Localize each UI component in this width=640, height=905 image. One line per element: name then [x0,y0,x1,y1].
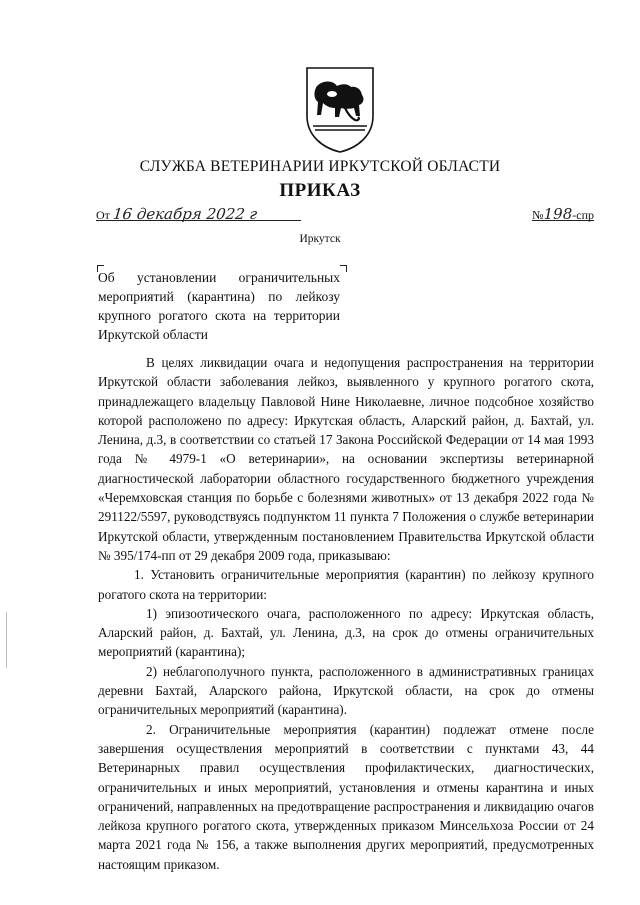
organization-name: СЛУЖБА ВЕТЕРИНАРИИ ИРКУТСКОЙ ОБЛАСТИ [139,158,501,175]
order-subitem-2: 2) неблагополучного пункта, расположенного в административных границах деревни Бахтай, Аларского района, Иркутской области, на срок до отмены ограничительных мероприятий (карантина). [98,663,594,718]
document-subject: Об установлении ограничительных мероприятий (карантина) по лейкозу крупного рогатого скота на территории Иркутской области [98,270,340,342]
date-prefix: От [96,208,110,222]
document-number [532,205,594,223]
order-item-1: 1. Установить ограничительные мероприятия (карантин) по лейкозу крупного рогатого скота на территории: [98,567,594,602]
document-date [96,205,257,223]
order-subitem-1: 1) эпизоотического очага, расположенного по адресу: Иркутская область, Аларский район, д. Бахтай, ул. Ленина, д.3, на срок до отмены ограничительных мероприятий (карантина); [98,605,594,660]
number-prefix: № [532,208,544,222]
handwritten-date: 16 декабря 2022 г [111,205,258,223]
scan-margin-mark [6,612,7,668]
preamble-paragraph: В целях ликвидации очага и недопущения распространения на территории Иркутской области заболевания лейкоз, выявленного у крупного рогатого скота, принадлежащего владельцу Павловой Нине Николаевне, личное подсобное хозяйство которой расположено по адресу: Иркутская область, Аларский район, д. Бахтай, ул. Ленина, д.3, в соответствии со статьей 17 Закона Российской Федерации от 14 мая 1993 года № 4979-1 «О ветеринарии», на основании экспертизы ветеринарной диагностической лаборатории областного государственного бюджетного учреждения «Черемховская станция по борьбе с болезнями животных» от 13 декабря 2022 года № 291122/5597, руководствуясь подпунктом 11 пункта 7 Положения о службе ветеринарии Иркутской области, утвержденным постановлением Правительства Иркутской области № 395/174-пп от 29 декабря 2009 года, приказываю: [98,355,594,563]
subject-corner-mark-right [340,265,347,272]
date-underline [96,220,301,221]
number-suffix: -спр [572,208,594,222]
document-body [98,353,594,874]
issue-city: Иркутск [299,233,341,245]
number-underline [532,220,594,221]
handwritten-number: 198 [543,205,573,223]
document-type-title: ПРИКАЗ [279,180,361,201]
coat-of-arms-emblem [301,64,379,154]
order-item-2: 2. Ограничительные мероприятия (карантин) подлежат отмене после завершения осуществления мероприятий в соответствии с пунктами 43, 44 Ветеринарных правил осуществления профилактических, диагностических, ограничительных и иных мероприятий, установления и отмены карантина и иных ограничений, направленных на предотвращение распространения и ликвидацию очагов лейкоза крупного рогатого скота, утвержденных приказом Минсельхоза России от 24 марта 2021 года № 156, а также выполнения других мероприятий, предусмотренных настоящим приказом. [98,721,594,872]
